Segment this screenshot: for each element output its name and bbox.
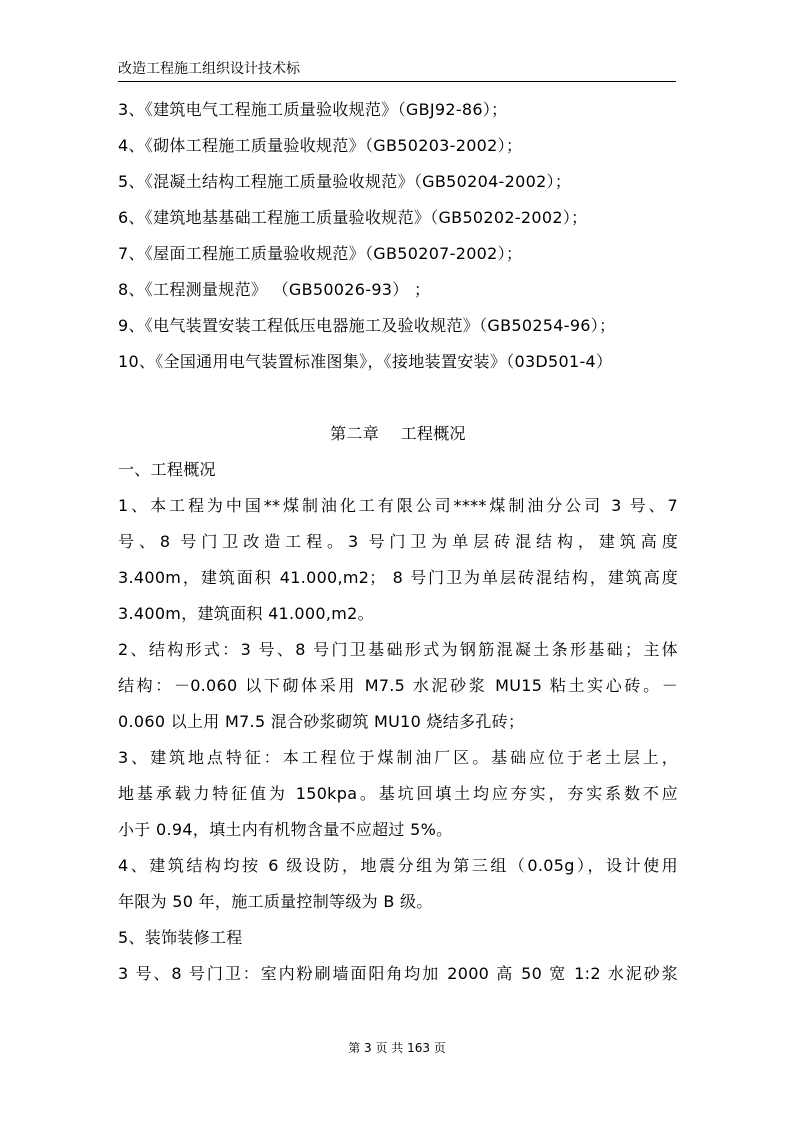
page-footer [0,1040,794,1056]
document-body [118,92,678,992]
paragraph-3-line-3: 小于 0.94，填土内有机物含量不应超过 5%。 [118,820,453,839]
standard-item-7: 7、《屋面工程施工质量验收规范》（GB50207-2002）； [118,244,523,263]
document-title: 改造工程施工组织设计技术标 [118,61,300,77]
standard-item-6: 6、《建筑地基基础工程施工质量验收规范》（GB50202-2002）； [118,208,588,227]
paragraph-1-line-1: 1、本工程为中国**煤制油化工有限公司****煤制油分公司 3 号、7 [118,496,678,515]
chapter-title: 第二章 工程概况 [330,424,466,443]
paragraph-5-line-1: 3 号、8 号门卫：室内粉刷墙面阳角均加 2000 高 50 宽 1:2 水泥砂浆 [118,964,678,983]
paragraph-3-line-1: 3、建筑地点特征：本工程位于煤制油厂区。基础应位于老土层上， [118,748,678,767]
paragraph-2-line-1: 2、结构形式：3 号、8 号门卫基础形式为钢筋混凝土条形基础；主体 [118,640,678,659]
standard-item-4: 4、《砌体工程施工质量验收规范》（GB50203-2002）； [118,136,523,155]
paragraph-4-line-1: 4、建筑结构均按 6 级设防，地震分组为第三组（0.05g），设计使用 [118,856,678,875]
page-number: 第 3 页 共 163 页 [348,1041,446,1055]
standard-item-5: 5、《混凝土结构工程施工质量验收规范》（GB50204-2002）； [118,172,572,191]
paragraph-2-line-3: 0.060 以上用 M7.5 混合砂浆砌筑 MU10 烧结多孔砖； [118,712,525,731]
paragraph-1-line-4: 3.400m，建筑面积 41.000,m2。 [118,604,374,623]
paragraph-1-line-2: 号、8 号门卫改造工程。3 号门卫为单层砖混结构，建筑高度 [118,532,678,551]
standard-item-9: 9、《电气装置安装工程低压电器施工及验收规范》（GB50254-96）； [118,316,616,335]
standard-item-3: 3、《建筑电气工程施工质量验收规范》（GBJ92-86）； [118,100,508,119]
page-header [118,56,676,82]
standard-item-8: 8、《工程测量规范》 （GB50026-93） ； [118,280,431,299]
section-title: 一、工程概况 [118,460,216,479]
paragraph-3-line-2: 地基承载力特征值为 150kpa。基坑回填土均应夯实，夯实系数不应 [118,784,678,803]
spacer [118,380,678,416]
paragraph-1-line-3: 3.400m，建筑面积 41.000,m2； 8 号门卫为单层砖混结构，建筑高度 [118,568,678,587]
paragraph-5-title: 5、装饰装修工程 [118,928,243,947]
standard-item-10: 10、《全国通用电气装置标准图集》，《接地装置安装》（03D501-4） [118,352,613,371]
paragraph-4-line-2: 年限为 50 年，施工质量控制等级为 B 级。 [118,892,433,911]
paragraph-2-line-2: 结构：－0.060 以下砌体采用 M7.5 水泥砂浆 MU15 粘土实心砖。－ [118,676,678,695]
